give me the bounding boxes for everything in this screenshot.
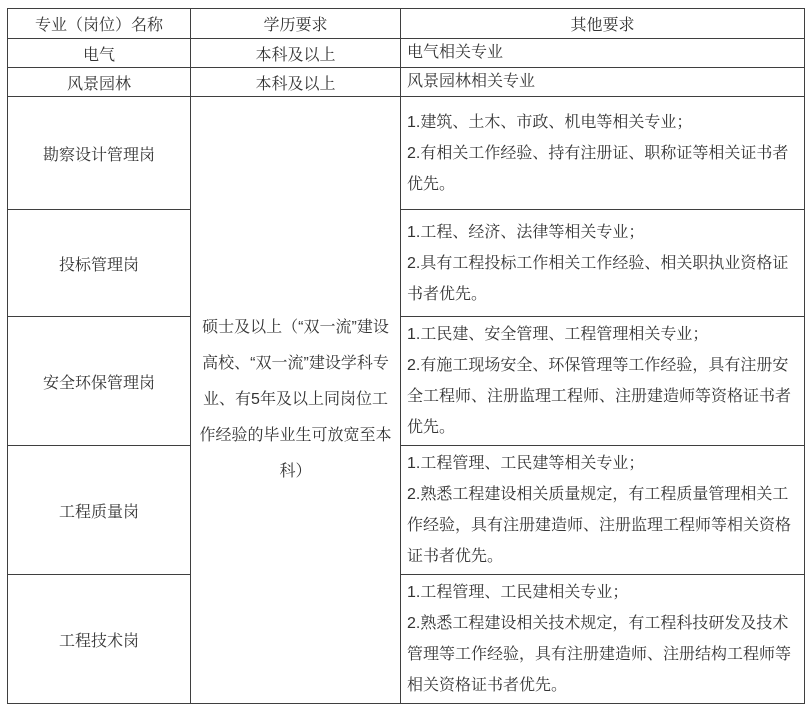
column-header-other: 其他要求 xyxy=(401,9,805,39)
position-cell: 投标管理岗 xyxy=(8,210,191,317)
other-requirements-cell xyxy=(401,97,805,210)
table-row xyxy=(8,68,805,97)
table-row xyxy=(8,97,805,210)
position-cell: 风景园林 xyxy=(8,68,191,97)
table-row xyxy=(8,446,805,575)
table-header-row xyxy=(8,9,805,39)
position-cell: 工程质量岗 xyxy=(8,446,191,575)
position-cell: 电气 xyxy=(8,39,191,68)
table-row xyxy=(8,317,805,446)
other-requirements-cell xyxy=(401,446,805,575)
other-requirements-cell xyxy=(401,210,805,317)
education-cell: 本科及以上 xyxy=(191,39,401,68)
requirement-line: 2.有施工现场安全、环保管理等工作经验，具有注册安全工程师、注册监理工程师、注册建造师等资格证书者优先。 xyxy=(407,357,792,436)
position-cell: 勘察设计管理岗 xyxy=(8,97,191,210)
requirement-line: 2.具有工程投标工作相关工作经验、相关职执业资格证书者优先。 xyxy=(407,254,789,303)
requirement-line: 1.工民建、安全管理、工程管理相关专业； xyxy=(407,326,709,343)
other-requirements-cell xyxy=(401,68,805,97)
recruitment-requirements-table xyxy=(7,8,805,704)
requirement-line: 1.工程管理、工民建等相关专业； xyxy=(407,455,645,472)
other-requirements-cell xyxy=(401,575,805,704)
other-requirements-cell xyxy=(401,39,805,68)
requirement-line: 1.工程管理、工民建相关专业； xyxy=(407,584,629,601)
requirement-line: 1.建筑、土木、市政、机电等相关专业； xyxy=(407,113,693,131)
table-row xyxy=(8,575,805,704)
requirement-line: 1.工程、经济、法律等相关专业； xyxy=(407,223,645,241)
requirement-line: 2.有相关工作经验、持有注册证、职称证等相关证书者优先。 xyxy=(407,144,789,193)
position-cell: 工程技术岗 xyxy=(8,575,191,704)
education-cell: 本科及以上 xyxy=(191,68,401,97)
position-cell: 安全环保管理岗 xyxy=(8,317,191,446)
requirement-line: 2.熟悉工程建设相关技术规定，有工程科技研发及技术管理等工作经验，具有注册建造师、注册结构工程师等相关资格证书者优先。 xyxy=(407,615,792,694)
table-row xyxy=(8,210,805,317)
requirement-line: 风景园林相关专业 xyxy=(407,73,536,90)
other-requirements-cell xyxy=(401,317,805,446)
column-header-position: 专业（岗位）名称 xyxy=(8,9,191,39)
education-merged-cell: 硕士及以上（“双一流”建设高校、“双一流”建设学科专业、有5年及以上同岗位工作经验的毕业生可放宽至本科） xyxy=(191,97,401,704)
requirement-line: 2.熟悉工程建设相关质量规定，有工程质量管理相关工作经验，具有注册建造师、注册监理工程师等相关资格证书者优先。 xyxy=(407,486,792,565)
column-header-education: 学历要求 xyxy=(191,9,401,39)
requirement-line: 电气相关专业 xyxy=(407,44,504,61)
table-row xyxy=(8,39,805,68)
